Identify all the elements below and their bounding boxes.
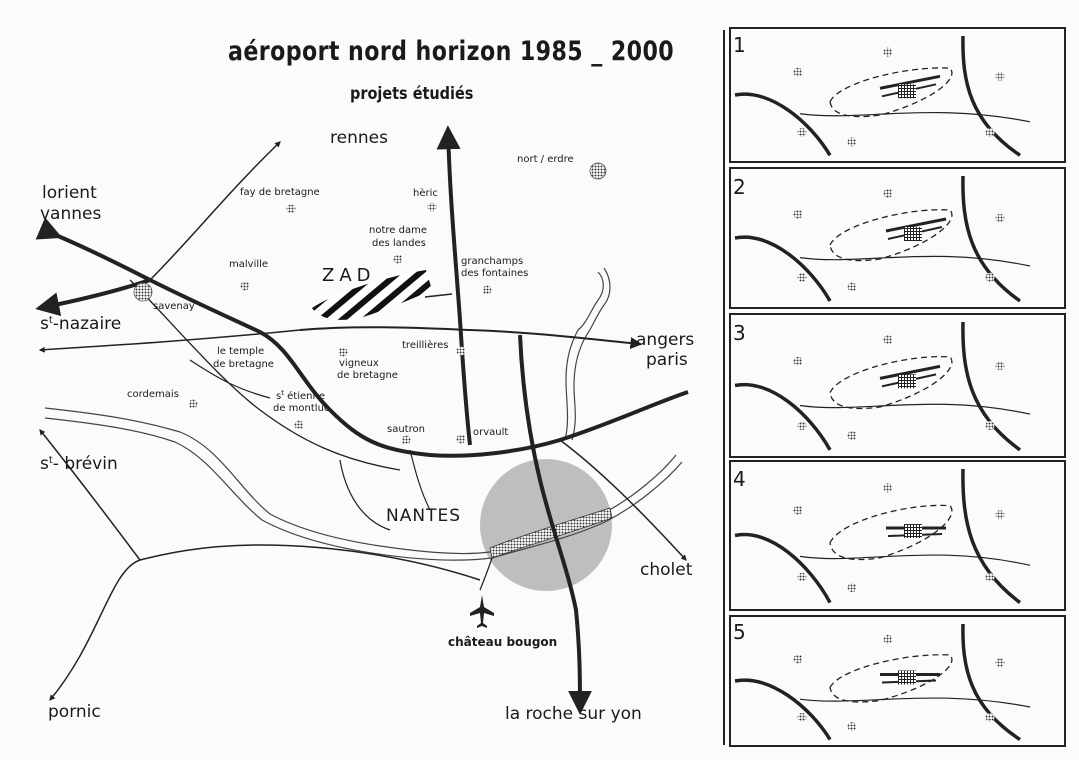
town-vigneux-line1: vigneux [339, 358, 379, 369]
airplane-icon [470, 595, 494, 628]
project-panels [730, 28, 1065, 746]
project-panel-5 [730, 616, 1065, 746]
town-granchamps-line2: des fontaines [461, 268, 529, 279]
project-label-2: 2 [733, 175, 746, 199]
city-la-roche-sur-yon: la roche sur yon [505, 704, 642, 724]
town-cordemais: cordemais [127, 389, 179, 400]
map-title: aéroport nord horizon 1985 _ 2000 [228, 36, 675, 67]
town-savenay: savenay [153, 301, 195, 312]
town-notre-dame-line2: des landes [372, 238, 426, 249]
project-panel-2 [730, 168, 1065, 308]
town-heric: hèric [413, 188, 438, 199]
town-st-etienne-line2: de montluc [273, 403, 330, 414]
town-temple-line2: de bretagne [213, 359, 274, 370]
town-notre-dame-line1: notre dame [369, 225, 427, 236]
town-fay: fay de bretagne [240, 187, 320, 198]
town-temple-line1: le temple [217, 346, 265, 357]
project-label-5: 5 [733, 620, 746, 644]
map-subtitle: projets étudiés [350, 84, 474, 104]
city-st-nazaire: $s^t$-nazaire [40, 314, 122, 334]
project-label-1: 1 [733, 33, 746, 57]
town-malville: malville [229, 259, 269, 270]
project-panel-3 [730, 314, 1065, 457]
city-nantes: NANTES [386, 506, 461, 526]
project-panel-1 [730, 28, 1065, 162]
town-orvault: orvault [473, 427, 509, 438]
city-pornic: pornic [48, 702, 101, 722]
city-rennes: rennes [330, 128, 388, 148]
town-vigneux-line2: de bretagne [337, 370, 398, 381]
town-treillieres: treillières [402, 340, 449, 351]
city-paris: paris [646, 350, 688, 370]
town-sautron: sautron [387, 424, 425, 435]
city-vannes: vannes [40, 204, 102, 224]
zad-label: ZAD [322, 265, 376, 286]
project-label-3: 3 [733, 321, 746, 345]
town-nort-erdre: nort / erdre [517, 154, 574, 165]
city-cholet: cholet [640, 560, 693, 580]
city-angers: angers [636, 330, 695, 350]
city-lorient: lorient [42, 183, 97, 203]
city-st-brevin: $s^t-$ brévin [40, 454, 118, 474]
airport-label: château bougon [448, 635, 558, 649]
town-granchamps-line1: granchamps [461, 256, 524, 267]
town-st-etienne-line1: $s^t$ étienne [276, 389, 325, 402]
project-panel-4 [730, 461, 1065, 610]
project-label-4: 4 [733, 467, 746, 491]
